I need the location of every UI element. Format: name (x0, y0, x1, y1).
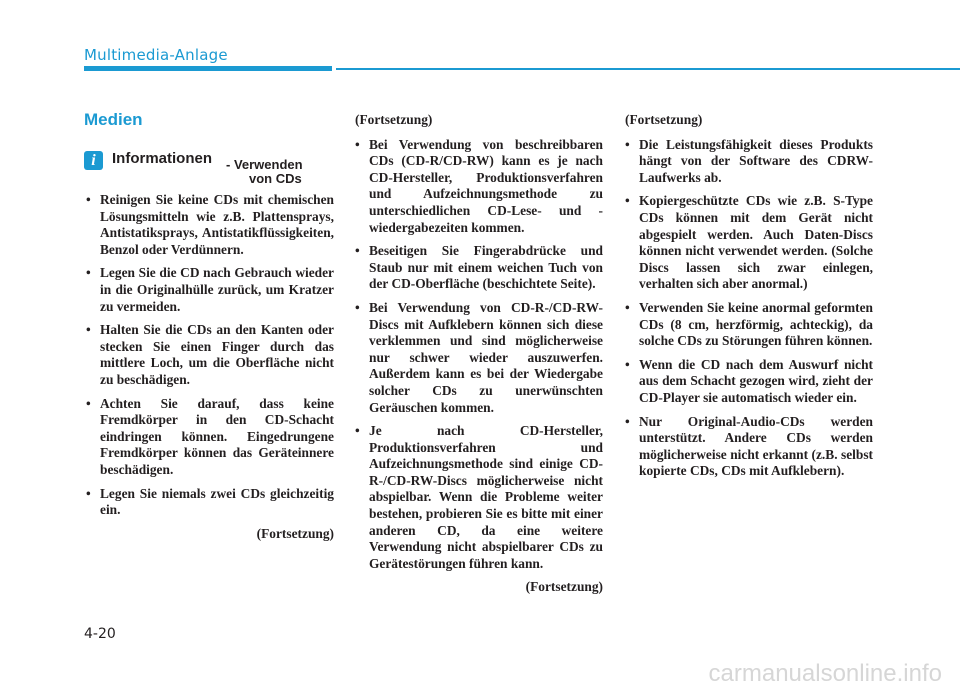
list-item (86, 322, 334, 388)
bullet-list (625, 137, 873, 480)
bullet-mark: • (86, 395, 91, 411)
list-item (86, 486, 334, 519)
info-sub-line1: - Verwenden (226, 157, 303, 172)
info-icon: i (84, 151, 103, 170)
bullet-mark: • (86, 265, 91, 281)
header-bar-thin (336, 68, 960, 70)
bullet-mark: • (355, 136, 360, 152)
bullet-mark: • (86, 192, 91, 207)
list-item (625, 300, 873, 350)
list-item (625, 357, 873, 407)
bullet-mark: • (355, 423, 360, 439)
list-item-text: Halten Sie die CDs an den Kanten oder stecken Sie einen Finger durch das mittlere Loch, um die Oberfläche nicht zu beschädigen. (100, 322, 334, 387)
list-item (355, 423, 603, 572)
bullet-mark: • (86, 485, 91, 501)
column-1 (86, 192, 334, 542)
list-item-text: Die Leistungsfähigkeit dieses Produkts hängt von der Software des CDRW-Laufwerks ab. (639, 136, 873, 185)
bullet-mark: • (625, 193, 630, 209)
list-item (86, 396, 334, 479)
continued-label: (Fortsetzung) (525, 579, 603, 595)
list-item-text: Legen Sie die CD nach Gebrauch wieder in die Originalhülle zurück, um Kratzer zu vermeiden. (100, 265, 334, 314)
bullet-mark: • (625, 299, 630, 315)
list-item (625, 414, 873, 480)
list-item-text: Achten Sie darauf, dass keine Fremdkörper in den CD-Schacht eindringen können. Eingedrungene Fremdkörper können das Geräteinnere beschädigen. (100, 395, 334, 477)
bullet-list (355, 137, 603, 573)
list-item-text: Bei Verwendung von beschreibbaren CDs (CD-R/CD-RW) kann es je nach CD-Hersteller, Produktionsverfahren und Aufzeichnungsmethode zu unterschiedlichen CD-Lese- und -wiedergabezeiten kommen. (369, 136, 603, 235)
list-item (625, 137, 873, 187)
column-2 (355, 112, 603, 596)
info-heading: Informationen (112, 150, 212, 167)
page-number: 4-20 (84, 626, 116, 642)
list-item (355, 137, 603, 237)
header-bar-thick (84, 66, 332, 71)
list-item-text: Wenn die CD nach dem Auswurf nicht aus dem Schacht gezogen wird, zieht der CD-Player sie automatisch wieder ein. (639, 356, 873, 405)
info-sub-line2: von CDs (249, 171, 302, 186)
list-item (355, 243, 603, 293)
bullet-mark: • (625, 356, 630, 372)
list-item (355, 300, 603, 416)
list-item-text: Legen Sie niemals zwei CDs gleichzeitig ein. (100, 485, 334, 518)
section-title: Medien (84, 110, 143, 129)
bullet-mark: • (355, 243, 360, 259)
list-item-text: Verwenden Sie keine anormal geformten CDs (8 cm, herzförmig, achteckig), da solche CDs zu Störungen führen können. (639, 299, 873, 349)
header-title: Multimedia-Anlage (84, 46, 228, 64)
list-item-text: Nur Original-Audio-CDs werden unterstützt. Andere CDs werden möglicherweise nicht erkannt (z.B. selbst kopierte CDs, CDs mit Aufklebern). (639, 413, 873, 479)
bullet-list (86, 192, 334, 519)
bullet-mark: • (625, 413, 630, 429)
continued-label-top: (Fortsetzung) (625, 112, 703, 127)
bullet-mark: • (86, 322, 91, 338)
list-item-text: Kopiergeschützte CDs wie z.B. S-Type CDs können mit dem Gerät nicht abgespielt werden. Auch Daten-Discs können nicht verwendet werden. (Solche Discs lassen sich zwar einlegen, verhalten sich aber anormal.) (639, 193, 873, 292)
list-item-text: Reinigen Sie keine CDs mit chemischen Lösungsmitteln wie z.B. Plattensprays, Antistatiksprays, Antistatikflüssigkeiten, Benzol oder Verdünnern. (100, 192, 334, 257)
list-item (86, 192, 334, 258)
list-item-text: Bei Verwendung von CD-R-/CD-RW-Discs mit Aufklebern können sich diese verklemmen und sind möglicherweise nur schwer wieder auszuwerfen. Außerdem kann es bei der Wiedergabe solcher CDs zu unerwünschten Geräuschen kommen. (369, 299, 603, 415)
list-item (625, 193, 873, 293)
continued-label-top: (Fortsetzung) (355, 112, 433, 127)
info-subheading (226, 158, 336, 186)
column-3 (625, 112, 873, 487)
list-item (86, 265, 334, 315)
continued-label: (Fortsetzung) (256, 525, 334, 541)
bullet-mark: • (625, 136, 630, 152)
watermark: carmanualsonline.info (708, 660, 942, 687)
bullet-mark: • (355, 299, 360, 315)
list-item-text: Beseitigen Sie Fingerabdrücke und Staub nur mit einem weichen Tuch von der CD-Oberfläche (beschichtete Seite). (369, 243, 603, 292)
list-item-text: Je nach CD-Hersteller, Produktionsverfahren und Aufzeichnungsmethode sind einige CD-R-/CD-RW-Discs möglicherweise nicht abspielbar. Wenn die Probleme weiter bestehen, probieren Sie es bitte mit einer anderen CD, da eine weitere Verwendung nicht abspielbarer CDs zu Gerätestörungen führen kann. (369, 423, 603, 571)
